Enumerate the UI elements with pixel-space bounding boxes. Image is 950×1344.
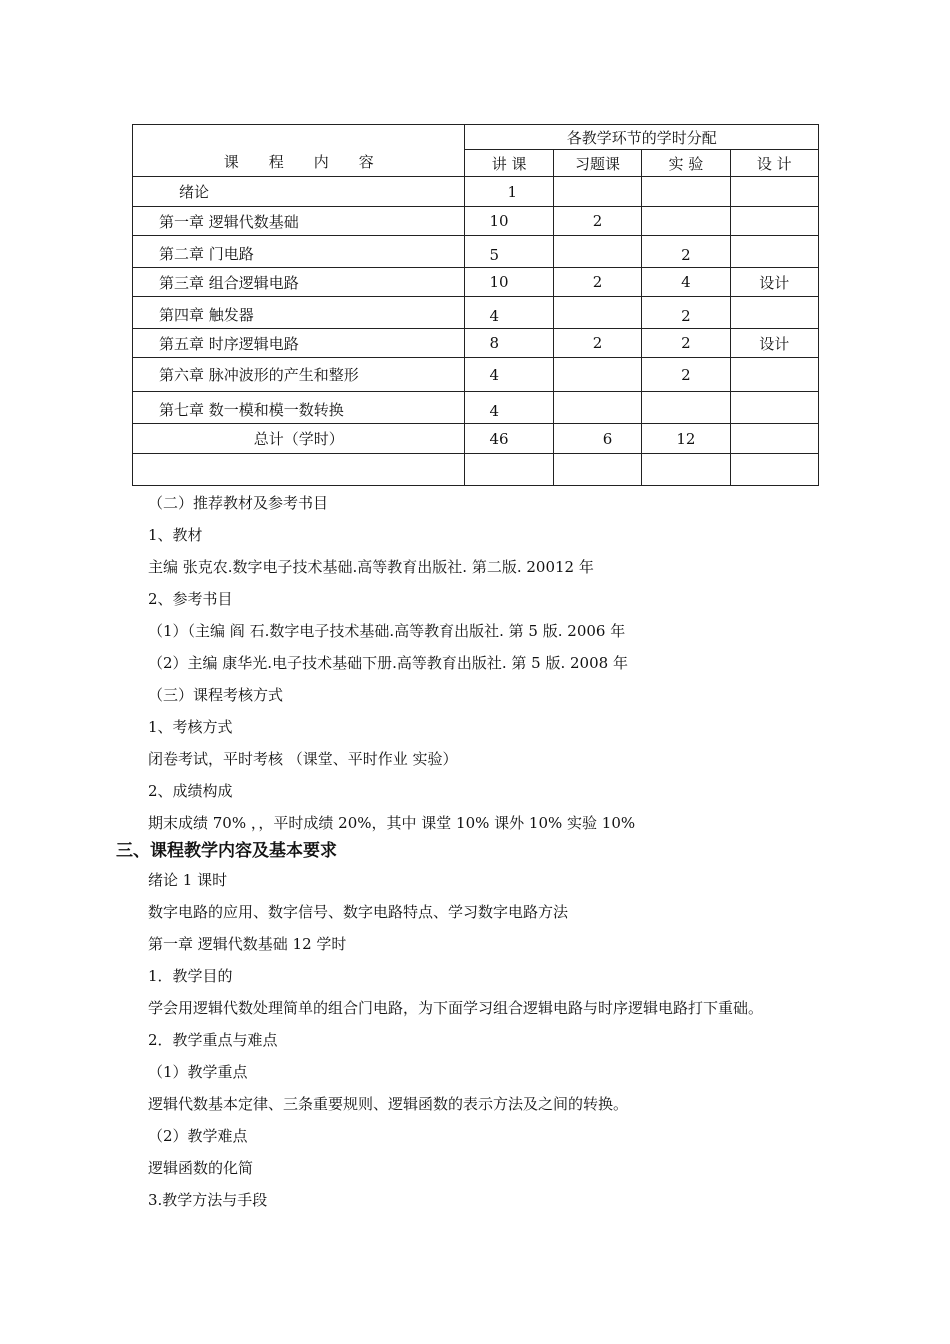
- reference-item: （1）（主编 阎 石.数字电子技术基础.高等教育出版社. 第 5 版. 2006 年: [148, 622, 626, 640]
- row-name: 第一章 逻辑代数基础: [133, 207, 465, 236]
- paragraph: 闭卷考试，平时考核 （课堂、平时作业 实验）: [148, 750, 458, 768]
- paragraph: 期末成绩 70% ，，平时成绩 20%，其中 课堂 10% 课外 10% 实验 10%: [148, 814, 636, 832]
- chapter-heading: 三、课程教学内容及基本要求: [116, 841, 337, 861]
- hours-table: [132, 124, 819, 486]
- row-design: [730, 358, 818, 392]
- paragraph: 数字电路的应用、数字信号、数字电路特点、学习数字电路方法: [148, 903, 569, 921]
- row-exercise: 2: [553, 207, 641, 236]
- row-design: [730, 236, 818, 268]
- total-exercise: 6: [553, 424, 641, 454]
- total-label: 总计（学时）: [133, 424, 465, 454]
- content-header: 课 程 内 容: [133, 125, 465, 177]
- row-lecture: 5: [465, 236, 553, 268]
- row-design: 设计: [730, 268, 818, 297]
- table-row: [133, 392, 819, 424]
- total-lab: 12: [642, 424, 730, 454]
- paragraph: 逻辑代数基本定律、三条重要规则、逻辑函数的表示方法及之间的转换。: [148, 1095, 629, 1113]
- subsection-heading: 2、参考书目: [148, 590, 233, 608]
- total-design: [730, 424, 818, 454]
- row-exercise: 2: [553, 268, 641, 297]
- paragraph: 绪论 1 课时: [148, 871, 228, 889]
- row-lab: [642, 177, 730, 207]
- row-exercise: [553, 236, 641, 268]
- subsection-heading: 1、教材: [148, 526, 203, 544]
- row-lecture: 10: [465, 268, 553, 297]
- paragraph: 逻辑函数的化简: [148, 1159, 254, 1177]
- row-lab: 2: [642, 297, 730, 329]
- row-name: 第二章 门电路: [133, 236, 465, 268]
- row-exercise: [553, 358, 641, 392]
- subsection-heading: 1、考核方式: [148, 718, 233, 736]
- row-name: 第六章 脉冲波形的产生和整形: [133, 358, 465, 392]
- table-row-total: [133, 424, 819, 454]
- paragraph: 主编 张克农.数字电子技术基础.高等教育出版社. 第二版. 20012 年: [148, 558, 594, 576]
- row-design: 设计: [730, 329, 818, 358]
- row-name: 第七章 数一模和模一数转换: [133, 392, 465, 424]
- table-row: [133, 329, 819, 358]
- row-exercise: [553, 392, 641, 424]
- col-header-design: 设 计: [730, 150, 818, 177]
- row-lab: 2: [642, 236, 730, 268]
- col-header-lecture: 讲 课: [465, 150, 553, 177]
- subsection-heading: （2）教学难点: [148, 1127, 248, 1145]
- row-name: 第四章 触发器: [133, 297, 465, 329]
- reference-item: （2）主编 康华光.电子技术基础下册.高等教育出版社. 第 5 版. 2008 年: [148, 654, 628, 672]
- subsection-heading: 1．教学目的: [148, 967, 233, 985]
- row-design: [730, 297, 818, 329]
- subsection-heading: 2、成绩构成: [148, 782, 233, 800]
- row-design: [730, 177, 818, 207]
- subsection-heading: 3.教学方法与手段: [148, 1191, 268, 1209]
- paragraph: 学会用逻辑代数处理简单的组合门电路，为下面学习组合逻辑电路与时序逻辑电路打下重础。: [148, 999, 764, 1017]
- row-lab: [642, 207, 730, 236]
- row-exercise: [553, 177, 641, 207]
- section-heading: （三）课程考核方式: [148, 686, 284, 704]
- row-lab: [642, 392, 730, 424]
- section-heading: （二）推荐教材及参考书目: [148, 494, 329, 512]
- row-name: 绪论: [133, 177, 465, 207]
- row-lecture: 10: [465, 207, 553, 236]
- table-row: [133, 358, 819, 392]
- row-name: 第五章 时序逻辑电路: [133, 329, 465, 358]
- subsection-heading: （1）教学重点: [148, 1063, 248, 1081]
- col-header-lab: 实 验: [642, 150, 730, 177]
- row-exercise: [553, 297, 641, 329]
- table-row: [133, 268, 819, 297]
- table-row: [133, 297, 819, 329]
- row-lab: 2: [642, 358, 730, 392]
- table-row: [133, 236, 819, 268]
- total-lecture: 46: [465, 424, 553, 454]
- col-header-exercise: 习题课: [553, 150, 641, 177]
- row-name: 第三章 组合逻辑电路: [133, 268, 465, 297]
- row-design: [730, 392, 818, 424]
- row-lecture: 4: [465, 297, 553, 329]
- row-design: [730, 207, 818, 236]
- row-exercise: 2: [553, 329, 641, 358]
- table-row-empty: [133, 454, 819, 486]
- group-header: 各教学环节的学时分配: [465, 125, 819, 150]
- row-lab: 4: [642, 268, 730, 297]
- paragraph: 第一章 逻辑代数基础 12 学时: [148, 935, 347, 953]
- row-lecture: 4: [465, 358, 553, 392]
- row-lecture: 8: [465, 329, 553, 358]
- subsection-heading: 2．教学重点与难点: [148, 1031, 278, 1049]
- row-lab: 2: [642, 329, 730, 358]
- row-lecture: 4: [465, 392, 553, 424]
- table-row: [133, 207, 819, 236]
- table-row: [133, 177, 819, 207]
- row-lecture: 1: [465, 177, 553, 207]
